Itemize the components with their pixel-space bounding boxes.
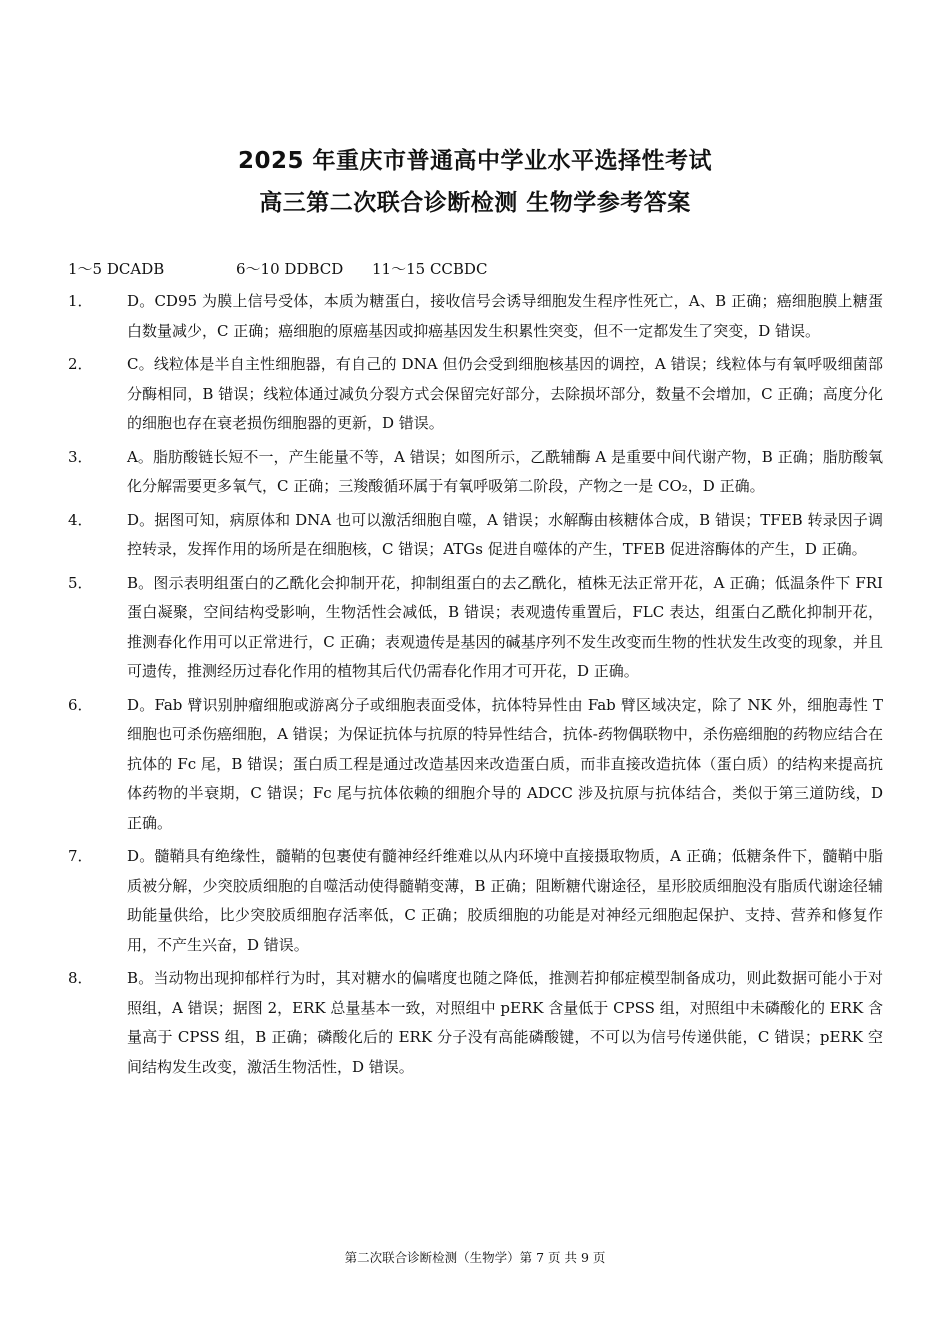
answer-key <box>68 258 487 279</box>
item-number: 7． <box>68 847 93 865</box>
item-text: 髓鞘具有绝缘性，髓鞘的包裹使有髓神经纤维难以从内环境中直接摄取物质，A 正确；低糖条件下，髓鞘中脂质被分解，少突胶质细胞的自噬活动使得髓鞘变薄，B 正确；阻断糖代谢途径，星形胶质细胞没有脂质代谢途径辅助能量供给，比少突胶质细胞存活率低，C 正确；胶质细胞的功能是对神经元细胞起保护、支持、营养和修复作用，不产生兴奋，D 错误。 <box>127 847 883 954</box>
explanation-item-4 <box>68 506 883 565</box>
item-number: 6． <box>68 695 93 714</box>
explanation-item-7 <box>68 842 883 960</box>
item-answer: D。 <box>127 292 155 310</box>
explanation-item-5 <box>68 569 883 687</box>
item-text: CD95 为膜上信号受体，本质为糖蛋白，接收信号会诱导细胞发生程序性死亡，A、B 正确；癌细胞膜上糖蛋白数量减少，C 正确；癌细胞的原癌基因或抑癌基因发生积累性突变，但不一定都发生了突变，D 错误。 <box>127 292 883 340</box>
item-text: Fab 臂识别肿瘤细胞或游离分子或细胞表面受体，抗体特异性由 Fab 臂区域决定，除了 NK 外，细胞毒性 T 细胞也可杀伤癌细胞，A 错误；为保证抗体与抗原的特异性结合，抗体-药物偶联物中，杀伤癌细胞的药物应结合在抗体的 Fc 尾，B 错误；蛋白质工程是通过改造基因来改造蛋白质，而非直接改造抗体（蛋白质）的结构来提高抗体药物的半衰期，C 错误；Fc 尾与抗体依赖的细胞介导的 ADCC 涉及抗原与抗体结合，类似于第三道防线，D 正确。 <box>127 695 883 832</box>
explanation-item-8 <box>68 964 883 1082</box>
item-answer: D。 <box>127 695 155 714</box>
document-subtitle: 高三第二次联合诊断检测 生物学参考答案 <box>259 190 691 216</box>
explanation-item-6 <box>68 691 883 839</box>
item-text: 当动物出现抑郁样行为时，其对糖水的偏嗜度也随之降低，推测若抑郁症模型制备成功，则此数据可能小于对照组，A 错误；据图 2，ERK 总量基本一致，对照组中 pERK 含量低于 CPSS 组，对照组中未磷酸化的 ERK 含量高于 CPSS 组，B 正确；磷酸化后的 ERK 分子没有高能磷酸键，不可以为信号传递供能，C 错误；pERK 空间结构发生改变，激活生物活性，D 错误。 <box>127 969 883 1076</box>
answer-group-11-15: 11～15 CCBDC <box>372 260 488 278</box>
item-answer: A。 <box>127 447 153 466</box>
answer-group-6-10: 6～10 DDBCD <box>236 260 344 278</box>
item-answer: D。 <box>127 847 155 865</box>
item-number: 1． <box>68 292 93 310</box>
item-number: 5． <box>68 573 93 592</box>
item-text: 图示表明组蛋白的乙酰化会抑制开花，抑制组蛋白的去乙酰化，植株无法正常开花，A 正确；低温条件下 FRI 蛋白凝聚，空间结构受影响，生物活性会减低，B 错误；表观遗传重置后，FLC 表达，组蛋白乙酰化抑制开花，推测春化作用可以正常进行，C 正确；表观遗传是基因的碱基序列不发生改变而生物的性状发生改变的现象，并且可遗传，推测经历过春化作用的植物其后代仍需春化作用才可开花，D 正确。 <box>127 573 883 680</box>
answer-group-1-5: 1～5 DCADB <box>68 260 165 278</box>
item-number: 3． <box>68 447 93 466</box>
page-footer: 第二次联合诊断检测（生物学）第 7 页 共 9 页 <box>344 1250 606 1265</box>
explanation-list <box>68 287 883 1086</box>
document-title: 2025 年重庆市普通高中学业水平选择性考试 <box>237 148 713 174</box>
item-answer: C。 <box>127 355 154 373</box>
explanation-item-2 <box>68 350 883 439</box>
item-text: 线粒体是半自主性细胞器，有自己的 DNA 但仍会受到细胞核基因的调控，A 错误；线粒体与有氧呼吸细菌部分酶相同，B 错误；线粒体通过减负分裂方式会保留完好部分，去除损坏部分，数量不会增加，C 正确；高度分化的细胞也存在衰老损伤细胞器的更新，D 错误。 <box>127 355 883 432</box>
item-answer: B。 <box>127 573 154 592</box>
item-answer: D。 <box>127 510 155 529</box>
item-text: 脂肪酸链长短不一，产生能量不等，A 错误；如图所示，乙酰辅酶 A 是重要中间代谢产物，B 正确；脂肪酸氧化分解需要更多氧气，C 正确；三羧酸循环属于有氧呼吸第二阶段，产物之一是 CO₂，D 正确。 <box>127 447 883 495</box>
item-number: 2． <box>68 355 93 373</box>
item-number: 4． <box>68 510 93 529</box>
item-number: 8． <box>68 969 93 987</box>
explanation-item-3 <box>68 443 883 502</box>
explanation-item-1 <box>68 287 883 346</box>
item-answer: B。 <box>127 969 154 987</box>
item-text: 据图可知，病原体和 DNA 也可以激活细胞自噬，A 错误；水解酶由核糖体合成，B 错误；TFEB 转录因子调控转录，发挥作用的场所是在细胞核，C 错误；ATGs 促进自噬体的产生，TFEB 促进溶酶体的产生，D 正确。 <box>127 510 883 558</box>
